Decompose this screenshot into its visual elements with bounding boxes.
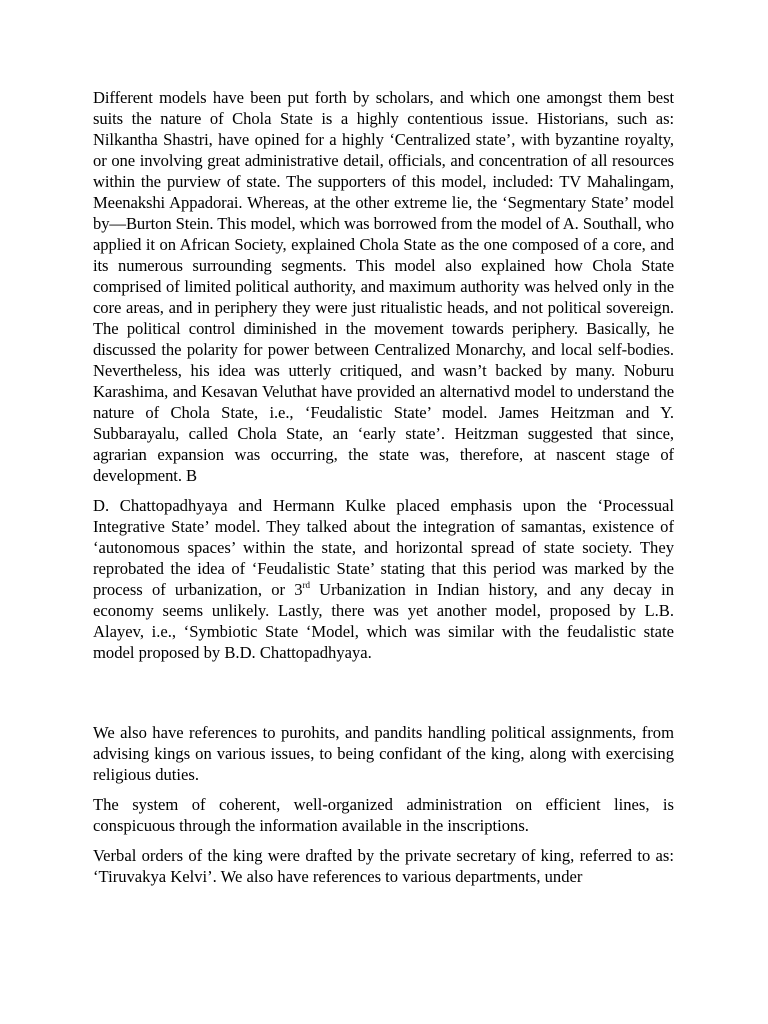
paragraph-spacer <box>93 663 674 722</box>
ordinal-superscript: rd <box>302 580 310 590</box>
paragraph-purohits: We also have references to purohits, and pandits handling political assignments, from advising kings on various issues, to being confidant of the king, along with exercising religious duties. <box>93 723 674 784</box>
paragraph-text: Urbanization in Indian history, and any decay in economy seems unlikely. Lastly, there was yet another model, proposed by L.B. Alayev, i.e., ‘Symbiotic State ‘Model, which was similar with the feudalistic state model proposed by B.D. Chattopadhyaya. <box>93 580 674 662</box>
document-body <box>93 87 674 887</box>
paragraph-processual-state <box>93 495 674 663</box>
paragraph-text: D. Chattopadhyaya and Hermann Kulke placed emphasis upon the ‘Processual Integrative State’ model. They talked about the integration of samantas, existence of ‘autonomous spaces’ within the state, and horizontal spread of state society. They reprobated the idea of ‘Feudalistic State’ stating that this period was marked by the process of urbanization, or 3 <box>93 496 674 599</box>
paragraph-administration: The system of coherent, well-organized administration on efficient lines, is conspicuous through the information available in the inscriptions. <box>93 795 674 835</box>
paragraph-verbal-orders: Verbal orders of the king were drafted by the private secretary of king, referred to as: ‘Tiruvakya Kelvi’. We also have references to various departments, under <box>93 846 674 886</box>
paragraph-state-models: Different models have been put forth by scholars, and which one amongst them best suits the nature of Chola State is a highly contentious issue. Historians, such as: Nilkantha Shastri, have opined for a highly ‘Centralized state’, with byzantine royalty, or one involving great administrative detail, officials, and concentration of all resources within the purview of state. The supporters of this model, included: TV Mahalingam, Meenakshi Appadorai. Whereas, at the other extreme lie, the ‘Segmentary State’ model by—Burton Stein. This model, which was borrowed from the model of A. Southall, who applied it on African Society, explained Chola State as the one composed of a core, and its numerous surrounding segments. This model also explained how Chola State comprised of limited political authority, and maximum authority was helved only in the core areas, and in periphery they were just ritualistic heads, and not political sovereign. The political control diminished in the movement towards periphery. Basically, he discussed the polarity for power between Centralized Monarchy, and local self-bodies. Nevertheless, his idea was utterly critiqued, and wasn’t backed by many. Noburu Karashima, and Kesavan Veluthat have provided an alternativd model to understand the nature of Chola State, i.e., ‘Feudalistic State’ model. James Heitzman and Y. Subbarayalu, called Chola State, an ‘early state’. Heitzman suggested that since, agrarian expansion was occurring, the state was, therefore, at nascent stage of development. B <box>93 88 674 485</box>
